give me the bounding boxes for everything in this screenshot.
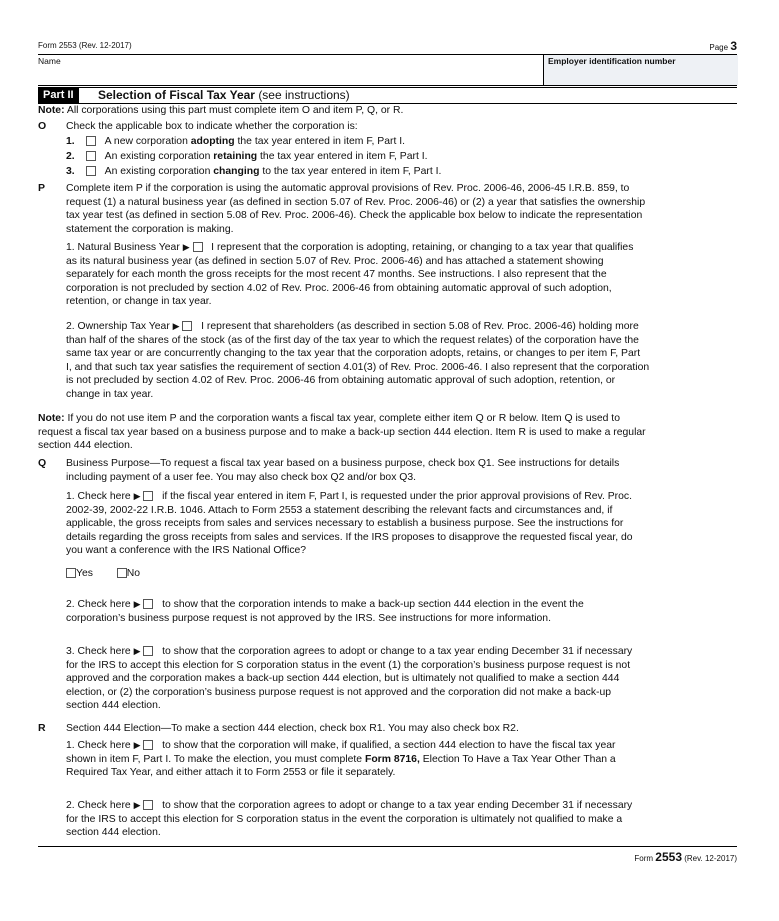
note-all-corporations: [38, 104, 403, 118]
note-line: section 444 election.: [38, 440, 133, 451]
r2-first-line: [66, 799, 632, 813]
item-q-intro-line: including payment of a user fee. You may also check box Q2 and/or box Q3.: [66, 471, 417, 483]
q1-line: you want a conference with the IRS National Office?: [66, 545, 307, 556]
r1-line-2: [66, 753, 616, 767]
arrow-icon: ▶: [172, 321, 180, 331]
q1-line: details regarding the gross receipts from sales and services. If the IRS proposes to disapprove the requested fiscal year, do: [66, 531, 633, 543]
q1-line: applicable, the gross receipts from sales and services necessary to establish a business purpose. See the instructions for: [66, 518, 624, 529]
r2-line: for the IRS to accept this election for S corporation status in the event the corporation is ultimately not qualified to make a: [66, 813, 623, 825]
item-o-option-3: [66, 165, 441, 179]
q1-line: 2002-39, 2002-22 I.R.B. 1046. Attach to Form 2553 a statement describing the relevant facts and circumstances and, if: [66, 504, 613, 516]
r2-checkbox[interactable]: [143, 800, 153, 810]
r1-label: 1. Check here: [66, 740, 131, 751]
part-title-suffix: (see instructions): [258, 88, 350, 102]
q3-line: section 444 election.: [66, 700, 161, 711]
q3-label: 3. Check here: [66, 646, 131, 657]
option-text-pre: A new corporation: [104, 136, 188, 147]
r1-line2-post: Election To Have a Tax Year Other Than a: [422, 753, 616, 765]
item-o-intro: Check the applicable box to indicate whether the corporation is:: [66, 121, 358, 132]
p1-text: I represent that the corporation is adopting, retaining, or changing to a tax year that qualifies: [211, 242, 634, 253]
p1-label: 1. Natural Business Year: [66, 242, 180, 253]
arrow-icon: ▶: [182, 242, 190, 252]
option-number: 2.: [66, 151, 75, 162]
note-label: Note:: [38, 105, 65, 116]
r1-line2-pre: shown in item F, Part I. To make the election, you must complete: [66, 753, 363, 765]
option-text-bold: adopting: [190, 136, 235, 147]
arrow-icon: ▶: [133, 800, 141, 810]
p2-line: change in tax year.: [66, 388, 154, 400]
name-field[interactable]: [38, 55, 737, 86]
r1-checkbox[interactable]: [143, 740, 153, 750]
option-text-post: the tax year entered in item F, Part I.: [260, 151, 428, 162]
item-o-option-2: [66, 150, 428, 164]
r2-text: to show that the corporation agrees to adopt or change to a tax year ending December 31 if necessary: [162, 800, 633, 811]
option-text-post: to the tax year entered in item F, Part I.: [262, 166, 442, 177]
note-line: request a fiscal tax year based on a business purpose and to make a back-up section 444 election. Item R is used to make a regular: [38, 426, 646, 438]
part-header: [38, 87, 737, 104]
footer-form-prefix: Form: [634, 854, 654, 863]
item-p-intro-line: tax year test (as defined in section 5.08 of Rev. Proc. 2006-46). Check the applicable box below to indicate the representation: [66, 210, 643, 221]
item-p-intro-line: statement the corporation is making.: [66, 223, 234, 235]
r1-first-line: [66, 739, 615, 753]
q2-text: to show that the corporation intends to make a back-up section 444 election in the event the: [162, 599, 584, 610]
name-label: Name: [38, 56, 61, 66]
q1-first-line: [66, 490, 632, 504]
p2-first-line: [66, 320, 639, 334]
r2-line: section 444 election.: [66, 827, 161, 838]
option-text-bold: changing: [213, 166, 260, 177]
q3-text: to show that the corporation agrees to adopt or change to a tax year ending December 31 if necessary: [162, 646, 633, 657]
q2-label: 2. Check here: [66, 599, 131, 610]
item-r-letter: R: [38, 722, 46, 734]
r1-line: Required Tax Year, and either attach it to Form 2553 or file it separately.: [66, 767, 396, 778]
ein-field[interactable]: [543, 55, 738, 85]
p2-checkbox[interactable]: [182, 321, 192, 331]
note-label: Note:: [38, 413, 65, 424]
page-label: Page: [709, 43, 729, 52]
arrow-icon: ▶: [133, 491, 141, 501]
q3-checkbox[interactable]: [143, 646, 153, 656]
item-o-letter: O: [38, 120, 47, 132]
option-text-pre: An existing corporation: [104, 151, 211, 162]
q2-line: corporation’s business purpose request is not approved by the IRS. See instructions for more information.: [66, 612, 551, 624]
note-text: All corporations using this part must complete item O and item P, Q, or R.: [66, 105, 404, 116]
page-number: 3: [730, 39, 737, 53]
option-text-post: the tax year entered in item F, Part I.: [237, 136, 405, 147]
p1-line: separately for each month the gross receipts for the most recent 47 months. See instructions. I also represent that the: [66, 269, 607, 280]
item-p-intro-line: Complete item P if the corporation is using the automatic approval provisions of Rev. Proc. 2006-46, 2006-45 I.R.B. 859, to: [66, 183, 630, 194]
note-fiscal-year: [38, 412, 620, 426]
ein-label: Employer identification number: [548, 56, 676, 66]
part-title-text: Selection of Fiscal Tax Year: [98, 88, 255, 102]
r1-text: to show that the corporation will make, if qualified, a section 444 election to have the fiscal tax year: [162, 740, 616, 751]
item-q-intro-line: Business Purpose—To request a fiscal tax year based on a business purpose, check box Q1. See instructions for details: [66, 458, 620, 469]
q1-text: if the fiscal year entered in item F, Part I, is requested under the prior approval provisions of Rev. Proc.: [162, 491, 632, 502]
q2-first-line: [66, 598, 584, 612]
arrow-icon: ▶: [133, 646, 141, 656]
footer-form-number: 2553: [655, 850, 682, 864]
option-number: 3.: [66, 166, 75, 177]
o2-checkbox[interactable]: [86, 151, 96, 161]
no-label: No: [126, 568, 141, 579]
p2-line: is not precluded by section 4.02 of Rev. Proc. 2006-46 from obtaining automatic approval of such adoption, retention, or: [66, 375, 616, 386]
footer-rule: [38, 846, 737, 847]
o1-checkbox[interactable]: [86, 136, 96, 146]
q1-yes-checkbox[interactable]: [66, 568, 76, 578]
arrow-icon: ▶: [133, 740, 141, 750]
footer-form-id: [634, 850, 737, 864]
o3-checkbox[interactable]: [86, 166, 96, 176]
p1-line: retention, or change in tax year.: [66, 296, 212, 307]
p2-label: 2. Ownership Tax Year: [66, 321, 170, 332]
p2-line: same tax year or are concurrently changing to the tax year that the corporation adopts, retains, or changes to per item F, Part: [66, 348, 641, 359]
p1-line: as its natural business year (as defined in section 5.07 of Rev. Proc. 2006-46) and has attached a statement showing: [66, 255, 604, 267]
form-revision-label: Form 2553 (Rev. 12-2017): [38, 41, 132, 50]
p1-first-line: [66, 241, 633, 255]
q1-label: 1. Check here: [66, 491, 131, 502]
arrow-icon: ▶: [133, 599, 141, 609]
item-p-letter: P: [38, 182, 46, 194]
q1-checkbox[interactable]: [143, 491, 153, 501]
part-title: [98, 88, 350, 103]
r1-form-8716: Form 8716,: [364, 753, 420, 765]
q3-line: for the IRS to accept this election for S corporation status in the event (1) the corporation’s business purpose request is not: [66, 659, 631, 671]
part-tag: Part II: [38, 88, 79, 103]
page-indicator: [709, 39, 737, 53]
q3-line: approved and the corporation makes a back-up section 444 election, but is ultimately not qualified to make a section 444: [66, 673, 620, 684]
option-number: 1.: [66, 136, 75, 147]
q3-first-line: [66, 645, 632, 659]
item-q-letter: Q: [38, 457, 47, 469]
p1-line: corporation is not precluded by section 4.02 of Rev. Proc. 2006-46 from obtaining automatic approval of such adoption,: [66, 282, 612, 294]
p1-checkbox[interactable]: [193, 242, 203, 252]
yes-label: Yes: [76, 568, 93, 579]
item-p-intro-line: request (1) a natural business year (as defined in section 5.07 of Rev. Proc. 2006-46) or (2) a year that satisfies the ownership: [66, 196, 646, 208]
p2-line: than half of the shares of the stock (as of the first day of the tax year to which the request relates) of the corporation have the: [66, 334, 639, 346]
option-text-pre: An existing corporation: [104, 166, 211, 177]
p2-line: I, and that such tax year satisfies the requirement of section 4.01(3) of Rev. Proc. 2006-46. I also represent that the corporation: [66, 361, 650, 373]
q2-checkbox[interactable]: [143, 599, 153, 609]
p2-text: I represent that shareholders (as described in section 5.08 of Rev. Proc. 2006-46) holding more: [201, 321, 639, 332]
item-r-intro: Section 444 Election—To make a section 444 election, check box R1. You may also check box R2.: [66, 723, 519, 734]
option-text-bold: retaining: [213, 151, 258, 162]
q1-yes-no: [66, 567, 140, 581]
note-text: If you do not use item P and the corporation wants a fiscal tax year, complete either item Q or R below. Item Q is used to: [67, 413, 620, 424]
r2-label: 2. Check here: [66, 800, 131, 811]
q3-line: election, or (2) the corporation’s business purpose request is not approved and the corporation did not make a back-up: [66, 686, 612, 698]
footer-revision: (Rev. 12-2017): [684, 854, 737, 863]
item-o-option-1: [66, 135, 405, 149]
q1-no-checkbox[interactable]: [117, 568, 127, 578]
